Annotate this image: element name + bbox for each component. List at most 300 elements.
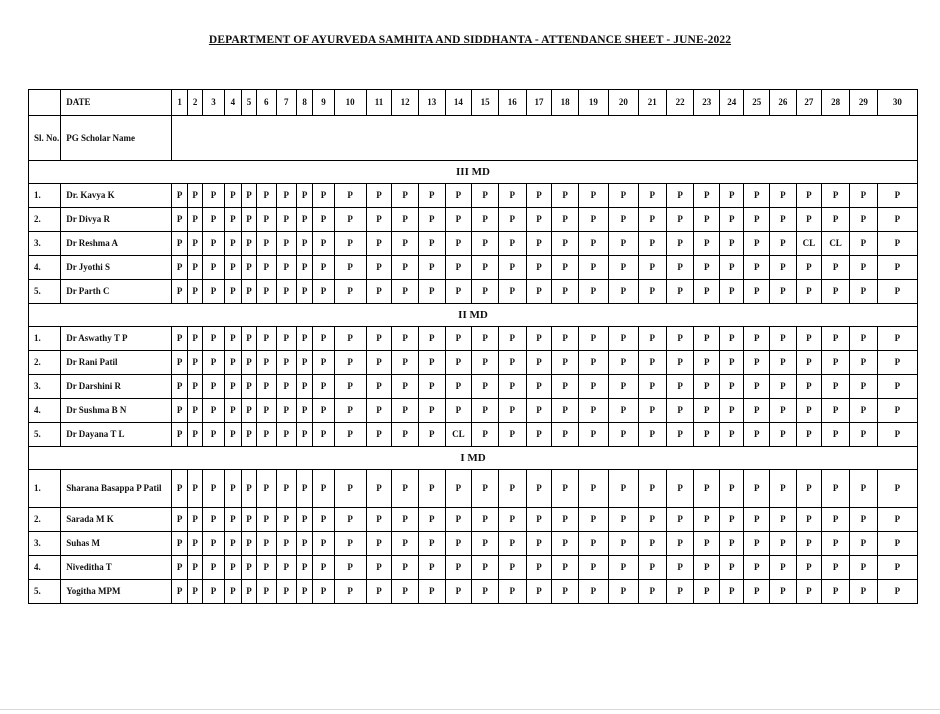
attendance-mark: P: [392, 208, 419, 232]
day-header: 12: [392, 90, 419, 116]
attendance-mark: P: [187, 327, 203, 351]
attendance-mark: P: [796, 280, 822, 304]
attendance-mark: P: [769, 580, 796, 604]
attendance-mark: P: [445, 580, 472, 604]
attendance-mark: P: [552, 208, 579, 232]
attendance-mark: P: [366, 256, 392, 280]
attendance-mark: P: [498, 256, 526, 280]
attendance-mark: P: [822, 423, 850, 447]
attendance-mark: P: [822, 375, 850, 399]
attendance-mark: P: [256, 280, 276, 304]
attendance-mark: P: [638, 351, 666, 375]
attendance-mark: P: [334, 556, 366, 580]
attendance-mark: P: [744, 351, 770, 375]
attendance-mark: P: [694, 399, 720, 423]
attendance-mark: P: [187, 399, 203, 423]
attendance-mark: P: [552, 327, 579, 351]
attendance-mark: P: [720, 351, 744, 375]
attendance-mark: P: [578, 470, 608, 508]
attendance-mark: P: [392, 508, 419, 532]
serial-number: 5.: [29, 423, 61, 447]
attendance-mark: P: [334, 470, 366, 508]
attendance-mark: P: [638, 470, 666, 508]
attendance-mark: P: [578, 351, 608, 375]
attendance-mark: P: [720, 184, 744, 208]
student-row: [29, 256, 918, 280]
attendance-mark: P: [203, 399, 224, 423]
attendance-mark: P: [276, 532, 296, 556]
attendance-mark: P: [276, 508, 296, 532]
attendance-mark: P: [296, 351, 313, 375]
attendance-mark: P: [877, 423, 917, 447]
attendance-mark: P: [638, 399, 666, 423]
attendance-mark: P: [526, 256, 552, 280]
attendance-mark: P: [796, 375, 822, 399]
attendance-mark: P: [796, 208, 822, 232]
attendance-mark: P: [849, 232, 877, 256]
serial-number: 5.: [29, 280, 61, 304]
attendance-mark: P: [256, 232, 276, 256]
attendance-mark: P: [720, 556, 744, 580]
attendance-mark: P: [638, 580, 666, 604]
attendance-mark: P: [334, 256, 366, 280]
student-row: [29, 375, 918, 399]
attendance-mark: P: [276, 351, 296, 375]
attendance-mark: P: [445, 327, 472, 351]
scholar-name-label: PG Scholar Name: [61, 116, 172, 161]
attendance-mark: P: [694, 232, 720, 256]
attendance-mark: P: [526, 470, 552, 508]
attendance-mark: P: [498, 232, 526, 256]
attendance-mark: P: [720, 256, 744, 280]
scholar-name: Dr Sushma B N: [61, 399, 172, 423]
attendance-mark: P: [256, 580, 276, 604]
attendance-mark: P: [822, 508, 850, 532]
attendance-mark: P: [849, 532, 877, 556]
attendance-mark: P: [472, 580, 499, 604]
attendance-mark: P: [744, 375, 770, 399]
attendance-mark: P: [366, 184, 392, 208]
attendance-mark: P: [552, 423, 579, 447]
attendance-mark: P: [187, 470, 203, 508]
day-header: 29: [849, 90, 877, 116]
attendance-mark: P: [366, 232, 392, 256]
attendance-mark: P: [203, 208, 224, 232]
student-row: [29, 351, 918, 375]
attendance-mark: P: [498, 184, 526, 208]
attendance-mark: P: [796, 532, 822, 556]
student-row: [29, 532, 918, 556]
attendance-mark: P: [498, 280, 526, 304]
serial-number: 1.: [29, 470, 61, 508]
attendance-mark: P: [526, 327, 552, 351]
attendance-mark: P: [849, 327, 877, 351]
attendance-mark: P: [498, 399, 526, 423]
student-row: [29, 232, 918, 256]
attendance-mark: P: [172, 184, 188, 208]
serial-number: 2.: [29, 351, 61, 375]
serial-number: 4.: [29, 556, 61, 580]
attendance-mark: P: [172, 232, 188, 256]
attendance-mark: P: [224, 423, 242, 447]
attendance-mark: P: [366, 580, 392, 604]
attendance-mark: P: [418, 556, 445, 580]
attendance-mark: P: [849, 556, 877, 580]
attendance-mark: P: [203, 580, 224, 604]
attendance-mark: P: [392, 375, 419, 399]
scholar-name: Dr Aswathy T P: [61, 327, 172, 351]
attendance-mark: P: [608, 580, 638, 604]
attendance-mark: P: [578, 508, 608, 532]
serial-number: 1.: [29, 327, 61, 351]
scholar-name: Dr Jyothi S: [61, 256, 172, 280]
attendance-mark: P: [242, 508, 256, 532]
attendance-mark: P: [552, 184, 579, 208]
attendance-mark: P: [296, 532, 313, 556]
day-header: 4: [224, 90, 242, 116]
attendance-mark: P: [552, 508, 579, 532]
attendance-mark: P: [472, 508, 499, 532]
attendance-mark: P: [769, 184, 796, 208]
attendance-mark: P: [242, 423, 256, 447]
attendance-mark: P: [769, 351, 796, 375]
day-header: 30: [877, 90, 917, 116]
attendance-mark: P: [526, 399, 552, 423]
attendance-mark: P: [638, 184, 666, 208]
attendance-mark: P: [172, 556, 188, 580]
attendance-mark: P: [276, 232, 296, 256]
attendance-mark: P: [552, 556, 579, 580]
attendance-mark: P: [256, 351, 276, 375]
attendance-mark: P: [877, 256, 917, 280]
attendance-mark: P: [418, 423, 445, 447]
attendance-mark: P: [366, 532, 392, 556]
attendance-mark: P: [877, 184, 917, 208]
attendance-mark: P: [552, 470, 579, 508]
attendance-mark: P: [224, 580, 242, 604]
attendance-mark: P: [256, 556, 276, 580]
attendance-mark: P: [276, 580, 296, 604]
attendance-mark: P: [608, 327, 638, 351]
attendance-mark: P: [720, 423, 744, 447]
attendance-mark: P: [526, 208, 552, 232]
day-header: 13: [418, 90, 445, 116]
attendance-mark: P: [744, 232, 770, 256]
attendance-mark: P: [877, 399, 917, 423]
attendance-mark: P: [313, 327, 334, 351]
attendance-mark: P: [296, 184, 313, 208]
attendance-mark: P: [242, 556, 256, 580]
attendance-mark: P: [796, 508, 822, 532]
attendance-mark: P: [256, 399, 276, 423]
attendance-mark: P: [313, 423, 334, 447]
page-title: DEPARTMENT OF AYURVEDA SAMHITA AND SIDDHANTA - ATTENDANCE SHEET - JUNE-2022: [208, 34, 732, 46]
attendance-mark: P: [666, 375, 694, 399]
attendance-mark: P: [296, 580, 313, 604]
attendance-mark: P: [666, 208, 694, 232]
attendance-mark: P: [849, 470, 877, 508]
attendance-mark: P: [187, 184, 203, 208]
attendance-mark: P: [445, 508, 472, 532]
attendance-mark: P: [313, 399, 334, 423]
attendance-mark: P: [172, 280, 188, 304]
attendance-mark: P: [224, 399, 242, 423]
student-row: [29, 399, 918, 423]
attendance-mark: P: [578, 232, 608, 256]
attendance-mark: P: [694, 351, 720, 375]
serial-number: 3.: [29, 532, 61, 556]
attendance-mark: P: [187, 256, 203, 280]
attendance-mark: P: [498, 351, 526, 375]
attendance-mark: P: [877, 327, 917, 351]
attendance-mark: P: [276, 208, 296, 232]
attendance-mark: P: [796, 580, 822, 604]
attendance-mark: P: [187, 508, 203, 532]
attendance-mark: P: [366, 351, 392, 375]
attendance-mark: P: [392, 232, 419, 256]
attendance-mark: P: [242, 280, 256, 304]
attendance-mark: P: [203, 280, 224, 304]
day-header: 16: [498, 90, 526, 116]
attendance-mark: P: [256, 256, 276, 280]
attendance-mark: P: [849, 351, 877, 375]
attendance-mark: P: [276, 256, 296, 280]
attendance-mark: P: [296, 280, 313, 304]
attendance-mark: P: [172, 327, 188, 351]
attendance-mark: P: [822, 184, 850, 208]
attendance-mark: P: [224, 208, 242, 232]
day-header: 19: [578, 90, 608, 116]
sl-no-label: Sl. No.: [29, 116, 61, 161]
attendance-mark: P: [769, 556, 796, 580]
attendance-mark: P: [224, 280, 242, 304]
attendance-mark: P: [769, 208, 796, 232]
attendance-mark: P: [822, 256, 850, 280]
attendance-mark: P: [256, 423, 276, 447]
attendance-mark: P: [796, 423, 822, 447]
attendance-mark: P: [666, 399, 694, 423]
attendance-mark: P: [472, 351, 499, 375]
student-row: [29, 327, 918, 351]
attendance-mark: P: [445, 351, 472, 375]
attendance-mark: P: [472, 399, 499, 423]
attendance-mark: P: [296, 556, 313, 580]
attendance-mark: P: [392, 256, 419, 280]
student-row: [29, 280, 918, 304]
attendance-mark: P: [418, 351, 445, 375]
attendance-mark: P: [608, 532, 638, 556]
attendance-mark: P: [256, 532, 276, 556]
attendance-mark: P: [877, 208, 917, 232]
header-blank-cell: [29, 90, 61, 116]
attendance-mark: P: [526, 375, 552, 399]
attendance-mark: P: [666, 508, 694, 532]
serial-number: 4.: [29, 399, 61, 423]
attendance-mark: P: [418, 208, 445, 232]
attendance-mark: P: [296, 208, 313, 232]
attendance-mark: P: [203, 256, 224, 280]
attendance-mark: P: [638, 532, 666, 556]
attendance-mark: P: [224, 256, 242, 280]
attendance-mark: P: [334, 508, 366, 532]
attendance-mark: P: [187, 423, 203, 447]
section-row: [29, 161, 918, 184]
attendance-mark: P: [313, 232, 334, 256]
attendance-mark: P: [445, 280, 472, 304]
attendance-mark: P: [849, 423, 877, 447]
attendance-mark: P: [822, 351, 850, 375]
attendance-mark: P: [744, 327, 770, 351]
attendance-mark: P: [666, 532, 694, 556]
date-header-row: [29, 90, 918, 116]
attendance-mark: P: [552, 232, 579, 256]
attendance-mark: P: [552, 580, 579, 604]
attendance-mark: P: [418, 532, 445, 556]
scholar-name: Yogitha MPM: [61, 580, 172, 604]
attendance-mark: P: [877, 232, 917, 256]
attendance-mark: P: [578, 556, 608, 580]
attendance-mark: P: [313, 280, 334, 304]
attendance-mark: P: [694, 423, 720, 447]
attendance-mark: P: [392, 470, 419, 508]
attendance-mark: P: [366, 508, 392, 532]
attendance-mark: P: [445, 256, 472, 280]
attendance-mark: P: [313, 375, 334, 399]
attendance-mark: P: [720, 399, 744, 423]
attendance-mark: P: [666, 556, 694, 580]
attendance-mark: P: [172, 532, 188, 556]
attendance-mark: P: [203, 508, 224, 532]
attendance-table: [28, 89, 918, 604]
attendance-mark: P: [526, 580, 552, 604]
attendance-mark: P: [822, 556, 850, 580]
attendance-mark: P: [472, 532, 499, 556]
attendance-mark: P: [608, 556, 638, 580]
attendance-mark: P: [608, 280, 638, 304]
attendance-mark: P: [276, 556, 296, 580]
attendance-mark: P: [418, 399, 445, 423]
attendance-mark: P: [392, 327, 419, 351]
attendance-mark: P: [769, 399, 796, 423]
day-header: 5: [242, 90, 256, 116]
attendance-mark: P: [366, 208, 392, 232]
attendance-mark: P: [203, 184, 224, 208]
serial-number: 1.: [29, 184, 61, 208]
attendance-mark: P: [445, 232, 472, 256]
attendance-mark: P: [552, 399, 579, 423]
attendance-mark: P: [608, 375, 638, 399]
attendance-mark: P: [694, 327, 720, 351]
attendance-mark: P: [608, 508, 638, 532]
attendance-mark: P: [313, 532, 334, 556]
attendance-mark: P: [744, 208, 770, 232]
attendance-mark: P: [877, 375, 917, 399]
attendance-mark: P: [694, 556, 720, 580]
day-header: 7: [276, 90, 296, 116]
attendance-mark: P: [296, 508, 313, 532]
attendance-mark: P: [720, 375, 744, 399]
attendance-mark: P: [552, 351, 579, 375]
attendance-mark: P: [334, 351, 366, 375]
attendance-mark: P: [638, 232, 666, 256]
scholar-name: Dr Reshma A: [61, 232, 172, 256]
attendance-mark: P: [392, 280, 419, 304]
attendance-mark: P: [418, 327, 445, 351]
attendance-mark: P: [313, 208, 334, 232]
scholar-name: Sarada M K: [61, 508, 172, 532]
attendance-mark: P: [203, 351, 224, 375]
attendance-mark: P: [849, 375, 877, 399]
student-row: [29, 556, 918, 580]
bottom-divider: [0, 709, 940, 710]
attendance-mark: P: [472, 232, 499, 256]
attendance-mark: P: [334, 232, 366, 256]
attendance-mark: P: [666, 423, 694, 447]
attendance-mark: P: [392, 532, 419, 556]
serial-number: 2.: [29, 208, 61, 232]
attendance-mark: P: [366, 423, 392, 447]
attendance-mark: P: [472, 327, 499, 351]
attendance-mark: P: [242, 256, 256, 280]
attendance-mark: P: [608, 208, 638, 232]
attendance-mark: P: [418, 256, 445, 280]
attendance-mark: P: [578, 280, 608, 304]
attendance-mark: P: [172, 399, 188, 423]
attendance-mark: P: [242, 184, 256, 208]
attendance-mark: P: [666, 327, 694, 351]
attendance-mark: P: [472, 280, 499, 304]
attendance-mark: P: [472, 556, 499, 580]
attendance-mark: P: [822, 399, 850, 423]
attendance-mark: CL: [796, 232, 822, 256]
attendance-mark: P: [796, 556, 822, 580]
attendance-mark: P: [276, 184, 296, 208]
attendance-mark: P: [445, 184, 472, 208]
attendance-mark: P: [334, 280, 366, 304]
attendance-mark: P: [313, 351, 334, 375]
attendance-mark: P: [276, 423, 296, 447]
attendance-mark: P: [472, 208, 499, 232]
section-row: [29, 447, 918, 470]
attendance-mark: P: [172, 470, 188, 508]
attendance-mark: P: [472, 470, 499, 508]
day-header: 27: [796, 90, 822, 116]
attendance-mark: P: [638, 508, 666, 532]
attendance-mark: P: [445, 375, 472, 399]
attendance-mark: P: [552, 256, 579, 280]
attendance-mark: P: [849, 399, 877, 423]
attendance-mark: P: [498, 508, 526, 532]
attendance-mark: P: [796, 256, 822, 280]
attendance-mark: P: [172, 208, 188, 232]
attendance-mark: P: [849, 208, 877, 232]
attendance-mark: P: [744, 184, 770, 208]
section-label: I MD: [29, 447, 918, 470]
attendance-mark: P: [313, 256, 334, 280]
attendance-mark: P: [418, 508, 445, 532]
attendance-mark: P: [242, 351, 256, 375]
attendance-mark: P: [242, 532, 256, 556]
attendance-mark: P: [694, 508, 720, 532]
attendance-mark: P: [666, 580, 694, 604]
attendance-mark: P: [877, 580, 917, 604]
attendance-mark: P: [334, 580, 366, 604]
scholar-name: Suhas M: [61, 532, 172, 556]
attendance-mark: P: [769, 280, 796, 304]
attendance-mark: P: [526, 184, 552, 208]
attendance-mark: P: [445, 399, 472, 423]
attendance-mark: P: [418, 184, 445, 208]
